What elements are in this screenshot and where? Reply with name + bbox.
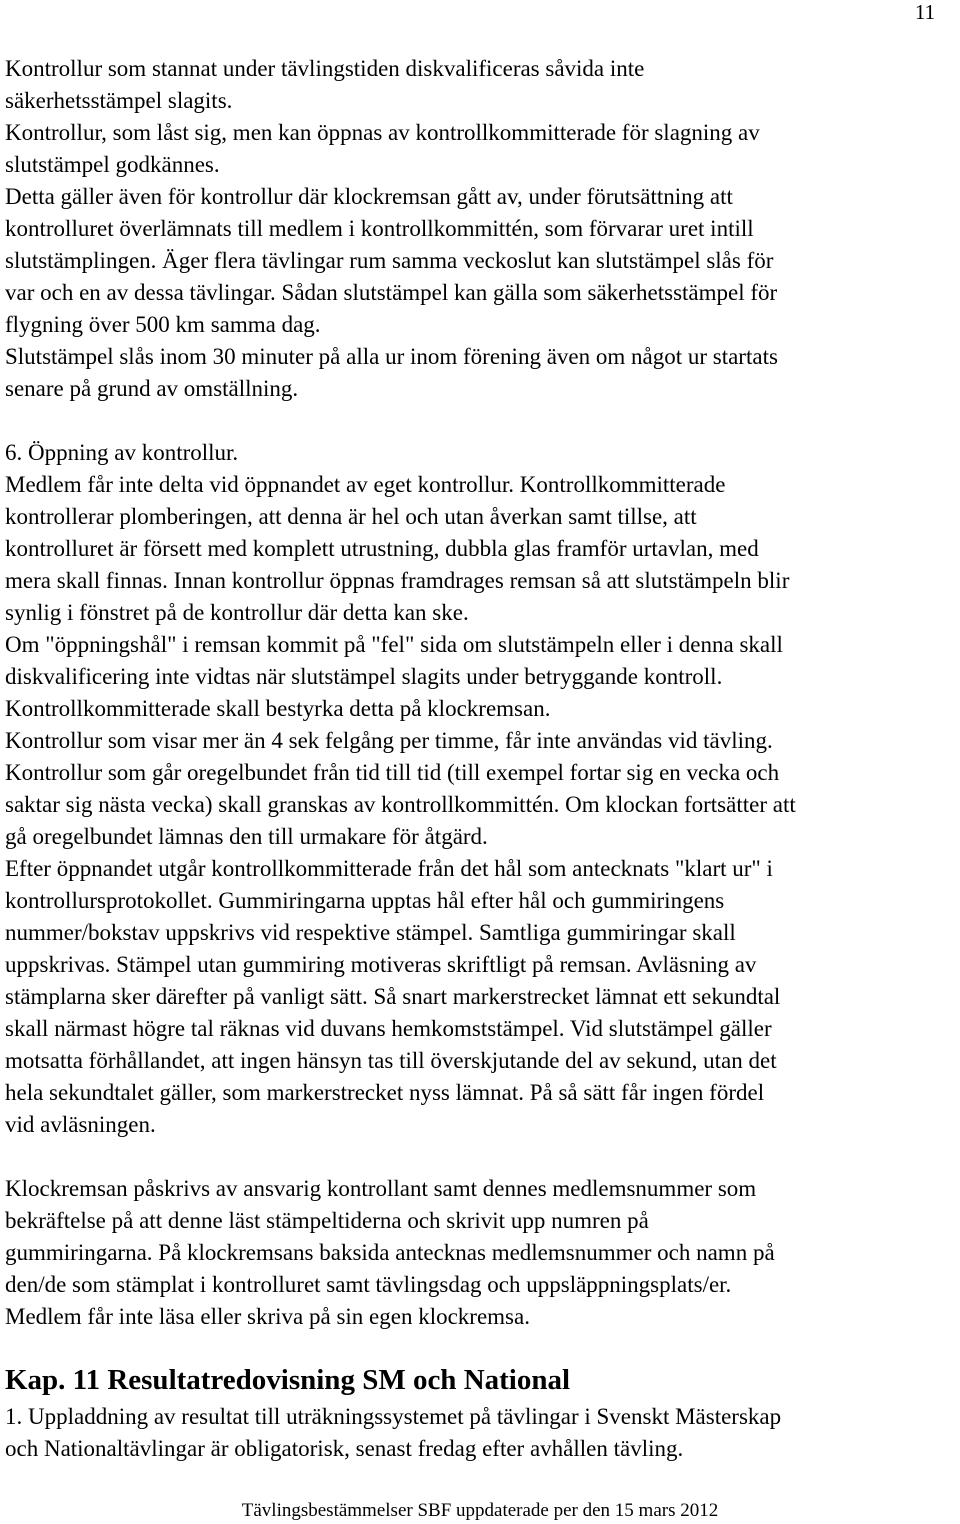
page-number: 11	[914, 0, 936, 24]
text-line: vid avläsningen.	[5, 1112, 156, 1137]
text-line: synlig i fönstret på de kontrollur där detta kan ske.	[5, 600, 469, 625]
text-line: Om "öppningshål" i remsan kommit på "fel" sida om slutstämpeln eller i denna skall	[5, 632, 783, 657]
text-line: flygning över 500 km samma dag.	[5, 312, 321, 337]
text-line: Kontrollur som går oregelbundet från tid till tid (till exempel fortar sig en vecka och	[5, 760, 780, 785]
text-line: Kontrollur, som låst sig, men kan öppnas av kontrollkommitterade för slagning av	[5, 120, 760, 145]
text-line: kontrolluret är försett med komplett utrustning, dubbla glas framför urtavlan, med	[5, 536, 759, 561]
text-line: Medlem får inte delta vid öppnandet av eget kontrollur. Kontrollkommitterade	[5, 472, 726, 497]
text-line: nummer/bokstav uppskrivs vid respektive stämpel. Samtliga gummiringar skall	[5, 920, 736, 945]
text-line: var och en av dessa tävlingar. Sådan slutstämpel kan gälla som säkerhetsstämpel för	[5, 280, 778, 305]
text-line: gå oregelbundet lämnas den till urmakare för åtgärd.	[5, 824, 488, 849]
section-title: 6. Öppning av kontrollur.	[5, 440, 239, 465]
text-line: hela sekundtalet gäller, som markerstrecket nyss lämnat. På så sätt får ingen fördel	[5, 1080, 765, 1105]
chapter-heading: Kap. 11 Resultatredovisning SM och National	[5, 1364, 571, 1396]
page-footer: Tävlingsbestämmelser SBF uppdaterade per den 15 mars 2012	[241, 1500, 719, 1521]
text-line: kontrollerar plomberingen, att denna är hel och utan åverkan samt tillse, att	[5, 504, 697, 529]
text-line: Medlem får inte läsa eller skriva på sin egen klockremsa.	[5, 1304, 530, 1329]
text-line: motsatta förhållandet, att ingen hänsyn tas till överskjutande del av sekund, utan det	[5, 1048, 777, 1073]
text-line: säkerhetsstämpel slagits.	[5, 88, 233, 113]
text-line: stämplarna sker därefter på vanligt sätt. Så snart markerstrecket lämnat ett sekundtal	[5, 984, 781, 1009]
text-line: bekräftelse på att denne läst stämpeltiderna och skrivit upp numren på	[5, 1208, 649, 1233]
text-line: Detta gäller även för kontrollur där klockremsan gått av, under förutsättning att	[5, 184, 733, 209]
text-line: Klockremsan påskrivs av ansvarig kontrollant samt dennes medlemsnummer som	[5, 1176, 757, 1201]
text-line: slutstämpel godkännes.	[5, 152, 220, 177]
text-line: 1. Uppladdning av resultat till uträkningssystemet på tävlingar i Svenskt Mästerskap	[5, 1404, 782, 1429]
text-line: skall närmast högre tal räknas vid duvans hemkomststämpel. Vid slutstämpel gäller	[5, 1016, 772, 1041]
text-line: den/de som stämplat i kontrolluret samt tävlingsdag och uppsläppningsplats/er.	[5, 1272, 732, 1297]
text-line: senare på grund av omställning.	[5, 376, 299, 401]
text-line: Kontrollur som visar mer än 4 sek felgång per timme, får inte användas vid tävling.	[5, 728, 773, 753]
text-line: mera skall finnas. Innan kontrollur öppnas framdrages remsan så att slutstämpeln blir	[5, 568, 790, 593]
text-line: gummiringarna. På klockremsans baksida antecknas medlemsnummer och namn på	[5, 1240, 775, 1265]
text-line: och Nationaltävlingar är obligatorisk, senast fredag efter avhållen tävling.	[5, 1436, 684, 1461]
text-line: uppskrivas. Stämpel utan gummiring motiveras skriftligt på remsan. Avläsning av	[5, 952, 757, 977]
text-line: saktar sig nästa vecka) skall granskas av kontrollkommittén. Om klockan fortsätter att	[5, 792, 796, 817]
text-line: Slutstämpel slås inom 30 minuter på alla ur inom förening även om något ur startats	[5, 344, 778, 369]
text-line: Kontrollkommitterade skall bestyrka detta på klockremsan.	[5, 696, 551, 721]
text-line: kontrolluret överlämnats till medlem i kontrollkommittén, som förvarar uret intill	[5, 216, 754, 241]
text-line: diskvalificering inte vidtas när slutstämpel slagits under betryggande kontroll.	[5, 664, 723, 689]
text-line: kontrollursprotokollet. Gummiringarna upptas hål efter hål och gummiringens	[5, 888, 725, 913]
text-line: Efter öppnandet utgår kontrollkommitterade från det hål som antecknats "klart ur" i	[5, 856, 773, 881]
text-line: Kontrollur som stannat under tävlingstiden diskvalificeras såvida inte	[5, 56, 645, 81]
text-line: slutstämplingen. Äger flera tävlingar rum samma veckoslut kan slutstämpel slås för	[5, 248, 774, 273]
